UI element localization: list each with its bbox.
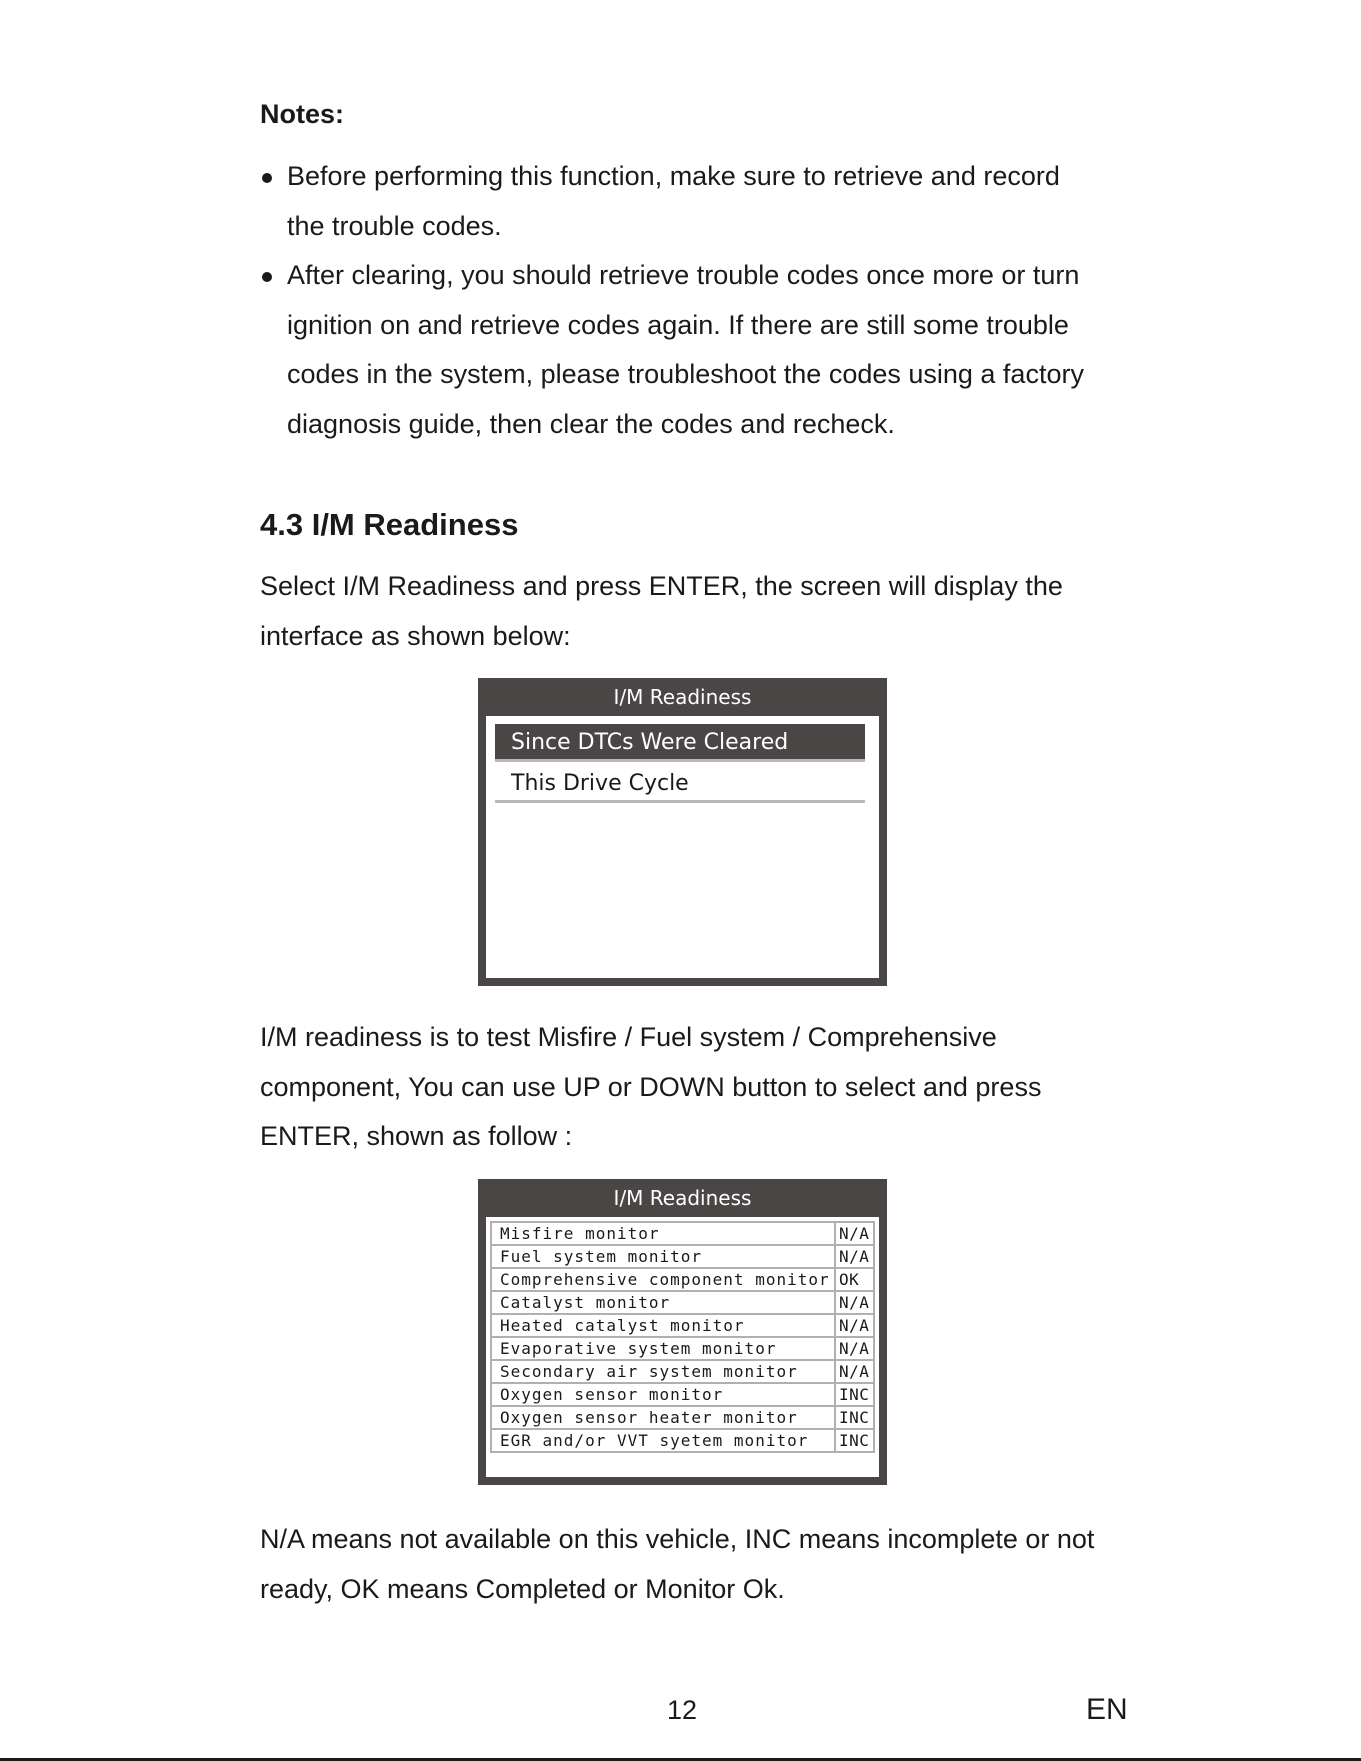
note-2-line-1: After clearing, you should retrieve trouble codes once more or turn <box>287 260 1080 290</box>
note-2-line-4: diagnosis guide, then clear the codes and recheck. <box>287 408 895 439</box>
monitor-status: INC <box>835 1429 874 1452</box>
description-line-1: I/M readiness is to test Misfire / Fuel system / Comprehensive <box>260 1022 997 1052</box>
note-item-1 <box>260 152 1160 251</box>
description-line-2: component, You can use UP or DOWN button to select and press <box>260 1071 1042 1102</box>
monitor-status: N/A <box>835 1314 874 1337</box>
monitor-name: Heated catalyst monitor <box>491 1314 835 1337</box>
menu-item-since-dtcs-cleared[interactable]: Since DTCs Were Cleared <box>495 724 865 762</box>
note-2-line-3: codes in the system, please troubleshoot the codes using a factory <box>287 359 1084 389</box>
section-heading: 4.3 I/M Readiness <box>260 507 519 542</box>
monitor-name: Misfire monitor <box>491 1222 835 1245</box>
monitor-status: N/A <box>835 1222 874 1245</box>
note-item-2 <box>260 251 1160 449</box>
table-row <box>491 1291 874 1314</box>
monitor-name: EGR and/or VVT syetem monitor <box>491 1429 835 1452</box>
table-row <box>491 1314 874 1337</box>
monitor-name: Secondary air system monitor <box>491 1360 835 1383</box>
notes-heading: Notes: <box>260 99 345 129</box>
table-row <box>491 1337 874 1360</box>
screen-body <box>486 1217 879 1477</box>
monitor-name: Oxygen sensor monitor <box>491 1383 835 1406</box>
monitor-status: N/A <box>835 1360 874 1383</box>
monitor-name: Catalyst monitor <box>491 1291 835 1314</box>
bullet-dot-icon <box>262 173 272 183</box>
description <box>260 1013 1140 1162</box>
legend-line-1: N/A means not available on this vehicle, INC means incomplete or not <box>260 1524 1095 1554</box>
monitor-status: OK <box>835 1268 874 1291</box>
monitor-name: Fuel system monitor <box>491 1245 835 1268</box>
device-screen-menu <box>478 678 887 986</box>
table-row <box>491 1429 874 1452</box>
monitor-status: INC <box>835 1383 874 1406</box>
table-row <box>491 1268 874 1291</box>
description-line-3: ENTER, shown as follow : <box>260 1121 573 1151</box>
note-2-line-2: ignition on and retrieve codes again. If there are still some trouble <box>287 309 1069 340</box>
section-intro <box>260 562 1160 661</box>
screen-title: I/M Readiness <box>613 685 752 709</box>
monitor-name: Evaporative system monitor <box>491 1337 835 1360</box>
monitor-name: Oxygen sensor heater monitor <box>491 1406 835 1429</box>
monitor-name: Comprehensive component monitor <box>491 1268 835 1291</box>
table-row <box>491 1222 874 1245</box>
language-label: EN <box>1086 1693 1128 1726</box>
table-row <box>491 1406 874 1429</box>
monitor-status: N/A <box>835 1245 874 1268</box>
page-number: 12 <box>666 1695 698 1725</box>
legend-line-2: ready, OK means Completed or Monitor Ok. <box>260 1573 785 1604</box>
menu-item-this-drive-cycle[interactable]: This Drive Cycle <box>495 765 865 803</box>
monitor-status: N/A <box>835 1337 874 1360</box>
screen-title: I/M Readiness <box>613 1186 752 1210</box>
intro-line-2: interface as shown below: <box>260 620 571 651</box>
monitor-status: N/A <box>835 1291 874 1314</box>
monitor-status: INC <box>835 1406 874 1429</box>
table-row <box>491 1360 874 1383</box>
table-row <box>491 1383 874 1406</box>
screen-body <box>486 716 879 978</box>
note-1-line-1: Before performing this function, make sure to retrieve and record <box>287 161 1060 191</box>
intro-line-1: Select I/M Readiness and press ENTER, the screen will display the <box>260 571 1063 601</box>
readiness-table <box>490 1221 875 1453</box>
status-legend <box>260 1515 1170 1614</box>
table-row <box>491 1245 874 1268</box>
bullet-dot-icon <box>262 272 272 282</box>
note-1-line-2: the trouble codes. <box>287 210 502 241</box>
device-screen-readiness <box>478 1179 887 1485</box>
notes-list <box>260 152 1160 449</box>
